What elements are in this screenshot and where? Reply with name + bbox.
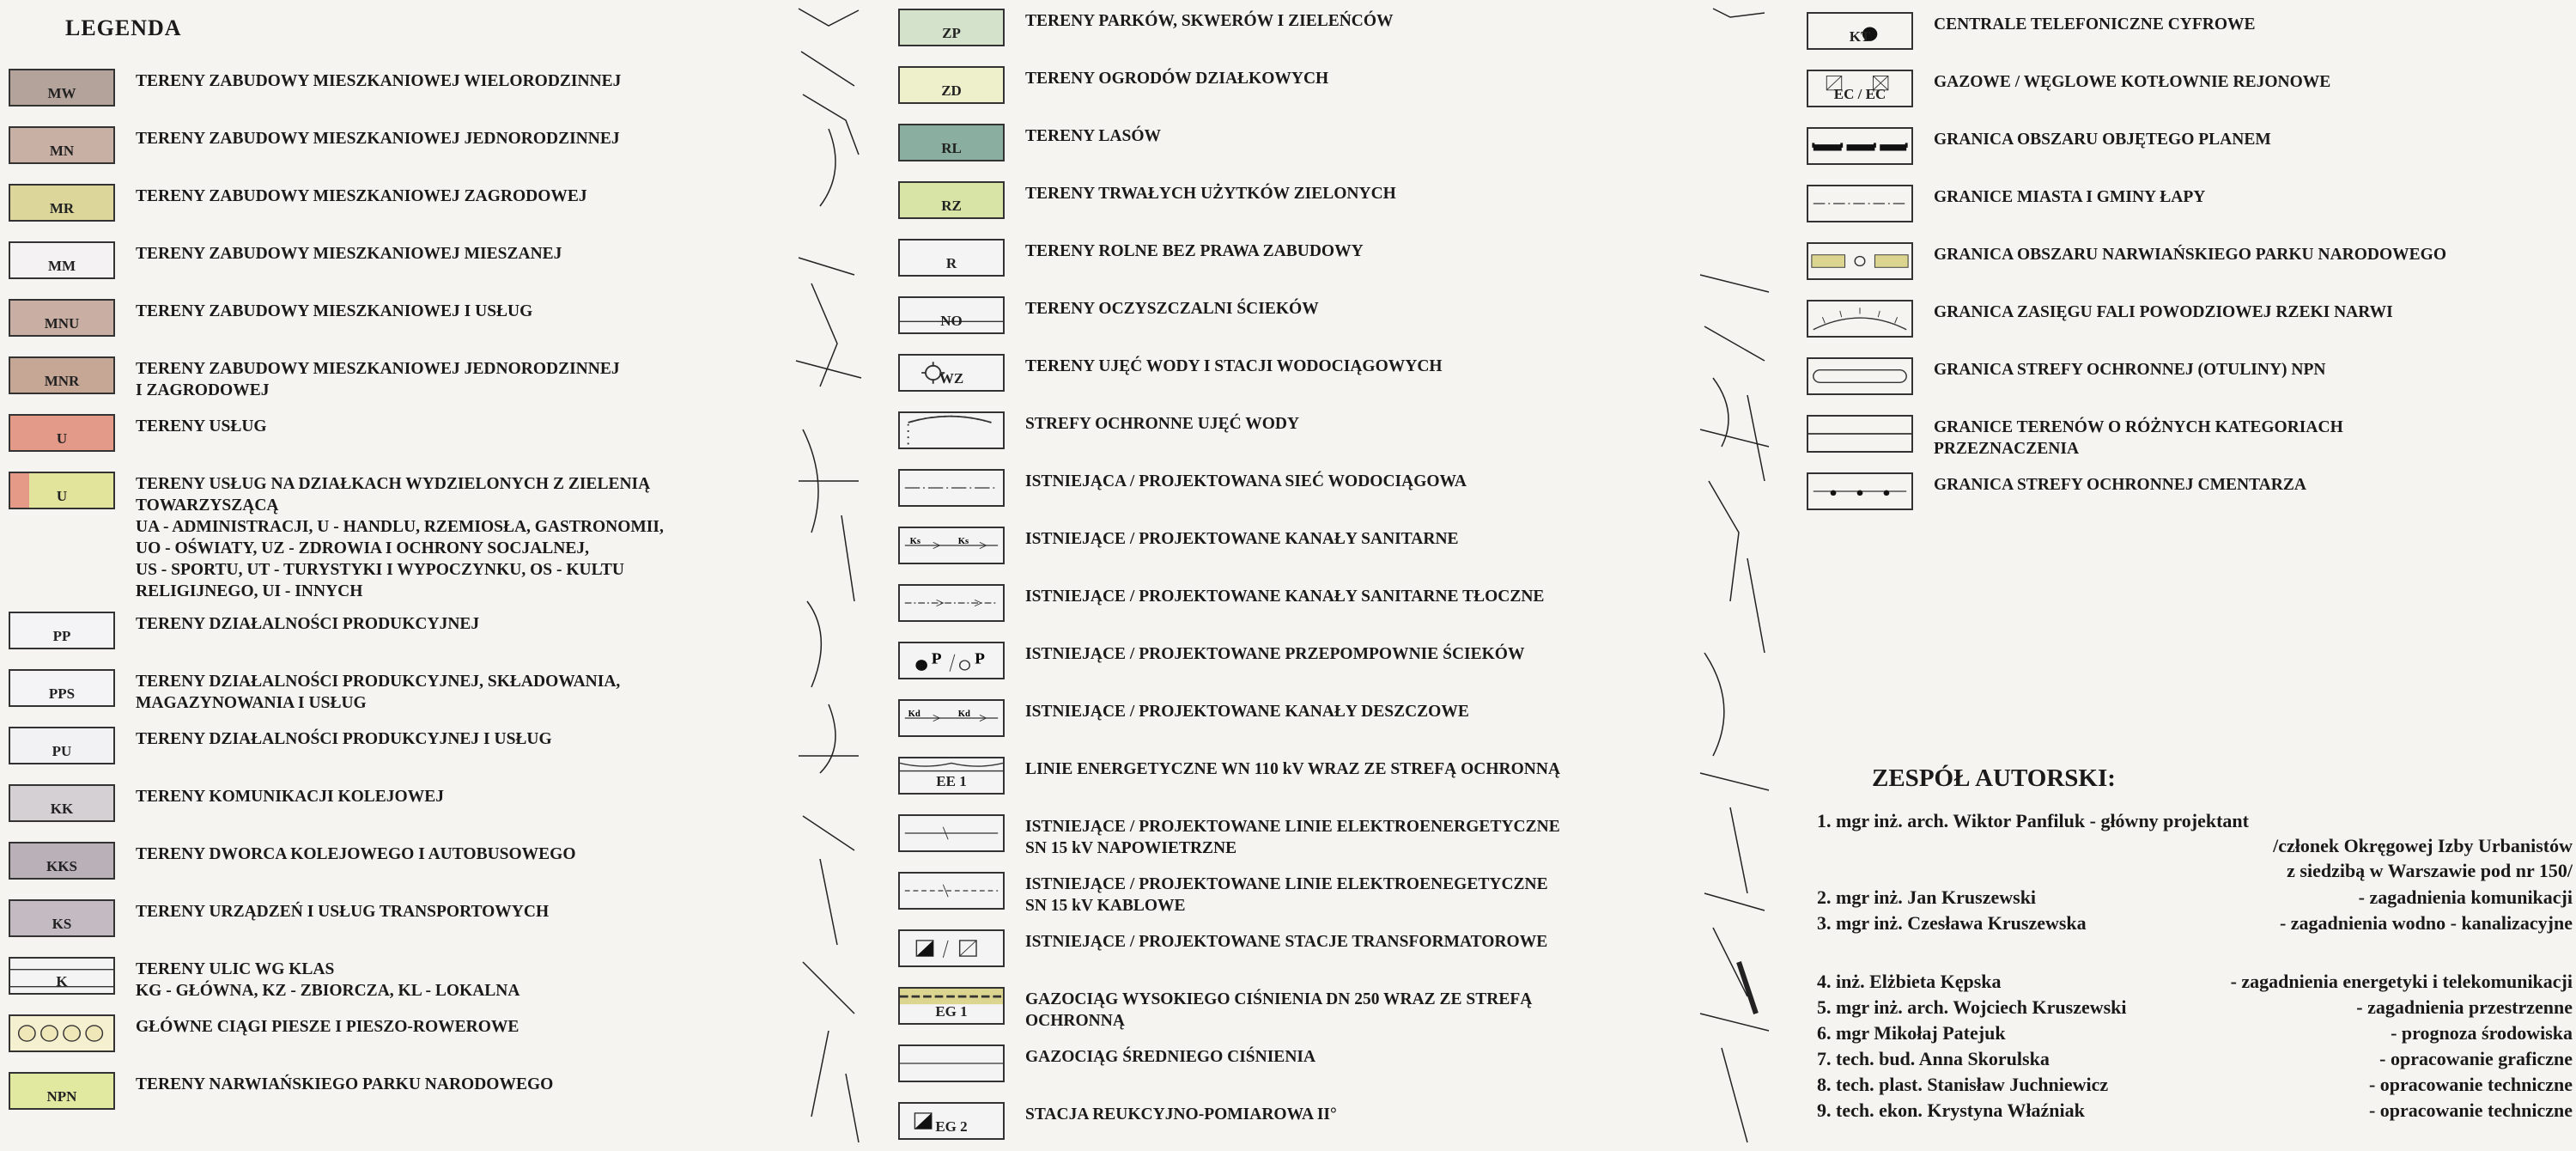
c3-swatch-5 [1807, 300, 1913, 338]
c1-swatch-12 [9, 842, 115, 880]
c2-swatch-14 [898, 814, 1005, 852]
c2-label-6: TERENY UJĘĆ WODY I STACJI WODOCIĄGOWYCH [1025, 357, 1443, 375]
c1-code-4: MNU [44, 315, 80, 332]
c2-swatch-7 [898, 411, 1005, 449]
c2-swatch-0 [898, 9, 1005, 46]
c2-code-19: EG 2 [935, 1118, 968, 1135]
c3-swatch-4 [1807, 242, 1913, 280]
author-row [1817, 1074, 2573, 1098]
c2-swatch-15 [898, 872, 1005, 910]
author-name: 1. mgr inż. arch. Wiktor Panfiluk - główny projektant [1817, 810, 2249, 831]
c1-swatch-4 [9, 299, 115, 337]
author-role: - zagadnienia komunikacji [2358, 886, 2573, 908]
c1-code-12: KKS [46, 858, 77, 874]
c2-label-14: ISTNIEJĄCE / PROJEKTOWANE LINIE ELEKTROENERGETYCZNE SN 15 kV NAPOWIETRZNE [1025, 818, 1560, 857]
c1-code-6: U [56, 430, 68, 447]
author-row [1817, 835, 2573, 859]
c3-label-1: GAZOWE / WĘGLOWE KOTŁOWNIE REJONOWE [1934, 73, 2331, 91]
c1-code-7: U [56, 488, 68, 504]
c2-swatch-18 [898, 1044, 1005, 1082]
author-row [1817, 1022, 2573, 1046]
c2-swatch-3 [898, 181, 1005, 219]
svg-text:Ks: Ks [957, 537, 969, 547]
map-fragment-strip-2 [1696, 0, 1773, 1151]
c2-code-1: ZD [941, 82, 962, 99]
c1-label-2: TERENY ZABUDOWY MIESZKANIOWEJ ZAGRODOWEJ [136, 187, 587, 205]
c1-label-1: TERENY ZABUDOWY MIESZKANIOWEJ JEDNORODZINNEJ [136, 130, 620, 148]
c1-label-14: TERENY ULIC WG KLAS KG - GŁÓWNA, KZ - ZBIORCZA, KL - LOKALNA [136, 960, 520, 1000]
c2-swatch-10 [898, 584, 1005, 622]
c3-code-1: EC / EC [1833, 86, 1886, 102]
c2-code-5: NO [940, 313, 963, 329]
c2-swatch-13 [898, 757, 1005, 795]
c1-code-9: PPS [48, 685, 76, 702]
c2-label-19: STACJA REUKCYJNO-POMIAROWA II° [1025, 1105, 1337, 1124]
c3-label-7: GRANICE TERENÓW O RÓŻNYCH KATEGORIACH PRZEZNACZENIA [1934, 418, 2343, 458]
c2-code-13: EE 1 [936, 773, 967, 789]
c2-code-6: WZ [939, 370, 964, 387]
authors-title: ZESPÓŁ AUTORSKI: [1872, 764, 2116, 792]
c3-label-6: GRANICA STREFY OCHRONNEJ (OTULINY) NPN [1934, 361, 2326, 379]
c2-swatch-19 [898, 1102, 1005, 1140]
author-role: /członek Okręgowej Izby Urbanistów [2273, 835, 2573, 856]
c2-swatch-4 [898, 239, 1005, 277]
map-fragment-strip-1 [794, 0, 863, 1151]
c1-swatch-6 [9, 414, 115, 452]
c2-label-18: GAZOCIĄG ŚREDNIEGO CIŚNIENIA [1025, 1048, 1316, 1066]
author-row [1817, 860, 2573, 884]
c3-swatch-1 [1807, 70, 1913, 107]
c2-label-2: TERENY LASÓW [1025, 127, 1162, 145]
c1-code-14: K [56, 973, 68, 990]
c3-code-0: KT [1849, 28, 1871, 45]
c1-code-16: NPN [46, 1088, 77, 1105]
c1-label-3: TERENY ZABUDOWY MIESZKANIOWEJ MIESZANEJ [136, 245, 562, 263]
c2-swatch-1 [898, 66, 1005, 104]
c1-code-2: MR [49, 200, 75, 216]
author-row [1817, 971, 2573, 995]
author-name: 7. tech. bud. Anna Skorulska [1817, 1048, 2050, 1069]
c1-code-11: KK [50, 801, 74, 817]
c2-swatch-16 [898, 929, 1005, 967]
c1-label-10: TERENY DZIAŁALNOŚCI PRODUKCYJNEJ I USŁUG [136, 730, 552, 748]
c3-label-8: GRANICA STREFY OCHRONNEJ CMENTARZA [1934, 476, 2306, 494]
c1-swatch-7 [9, 472, 115, 509]
c1-label-6: TERENY USŁUG [136, 417, 267, 435]
c1-swatch-0 [9, 69, 115, 107]
c1-code-10: PU [52, 743, 72, 759]
c1-label-7: TERENY USŁUG NA DZIAŁKACH WYDZIELONYCH Z ZIELENIĄ TOWARZYSZĄCĄ UA - ADMINISTRACJI, U - HANDLU, RZEMIOSŁA, GASTRONOMII, UO - OŚWIATY, UZ - ZDROWIA I OCHRONY SOCJALNEJ, US - SPORTU, UT - TURYSTYKI I WYPOCZYNKU, OS - KULTU RELIGIJNEGO, UI - INNYCH [136, 475, 664, 600]
c1-label-4: TERENY ZABUDOWY MIESZKANIOWEJ I USŁUG [136, 302, 533, 320]
c3-label-2: GRANICA OBSZARU OBJĘTEGO PLANEM [1934, 131, 2271, 149]
c2-swatch-12 [898, 699, 1005, 737]
c2-label-8: ISTNIEJĄCA / PROJEKTOWANA SIEĆ WODOCIĄGOWA [1025, 472, 1467, 490]
author-row [1817, 886, 2573, 910]
c1-code-13: KS [52, 916, 72, 932]
c1-label-5: TERENY ZABUDOWY MIESZKANIOWEJ JEDNORODZINNEJ I ZAGRODOWEJ [136, 360, 620, 399]
c2-label-17: GAZOCIĄG WYSOKIEGO CIŚNIENIA DN 250 WRAZ ZE STREFĄ OCHRONNĄ [1025, 990, 1533, 1030]
c1-swatch-5 [9, 356, 115, 394]
c1-label-15: GŁÓWNE CIĄGI PIESZE I PIESZO-ROWEROWE [136, 1018, 519, 1036]
author-name: 2. mgr inż. Jan Kruszewski [1817, 886, 2037, 908]
c1-code-0: MW [47, 85, 76, 101]
c1-swatch-13 [9, 899, 115, 937]
c2-label-5: TERENY OCZYSZCZALNI ŚCIEKÓW [1025, 300, 1319, 318]
c2-label-4: TERENY ROLNE BEZ PRAWA ZABUDOWY [1025, 242, 1364, 260]
c1-code-1: MN [49, 143, 75, 159]
author-row [1817, 810, 2573, 834]
author-role: - zagadnienia wodno - kanalizacyjne [2279, 912, 2573, 934]
author-role: - prognoza środowiska [2391, 1022, 2573, 1044]
c1-label-9: TERENY DZIAŁALNOŚCI PRODUKCYJNEJ, SKŁADOWANIA, MAGAZYNOWANIA I USŁUG [136, 673, 621, 712]
c1-swatch-14 [9, 957, 115, 995]
legend-title: LEGENDA [65, 15, 182, 40]
c3-swatch-7 [1807, 415, 1913, 453]
c2-label-16: ISTNIEJĄCE / PROJEKTOWANE STACJE TRANSFORMATOROWE [1025, 933, 1548, 951]
c2-swatch-6 [898, 354, 1005, 392]
author-name: 5. mgr inż. arch. Wojciech Kruszewski [1817, 996, 2127, 1018]
c1-swatch-8 [9, 612, 115, 649]
c3-swatch-3 [1807, 185, 1913, 222]
author-name: 8. tech. plast. Stanisław Juchniewicz [1817, 1074, 2109, 1095]
svg-text:P: P [931, 650, 942, 668]
c2-label-13: LINIE ENERGETYCZNE WN 110 kV WRAZ ZE STREFĄ OCHRONNĄ [1025, 760, 1561, 778]
c2-label-9: ISTNIEJĄCE / PROJEKTOWANE KANAŁY SANITARNE [1025, 530, 1459, 548]
c2-code-0: ZP [942, 25, 961, 41]
svg-text:P: P [975, 650, 985, 668]
c1-label-11: TERENY KOMUNIKACJI KOLEJOWEJ [136, 788, 444, 806]
author-row [1817, 1099, 2573, 1124]
c3-swatch-6 [1807, 357, 1913, 395]
svg-text:Kd: Kd [957, 709, 970, 720]
c2-code-17: EG 1 [935, 1003, 968, 1020]
author-role: - zagadnienia energetyki i telekomunikacji [2230, 971, 2573, 992]
c2-label-0: TERENY PARKÓW, SKWERÓW I ZIELEŃCÓW [1025, 12, 1394, 30]
c1-swatch-10 [9, 727, 115, 764]
author-name: 3. mgr inż. Czesława Kruszewska [1817, 912, 2087, 934]
c3-label-0: CENTRALE TELEFONICZNE CYFROWE [1934, 15, 2256, 33]
svg-text:Kd: Kd [908, 709, 920, 720]
author-name: 6. mgr Mikołaj Patejuk [1817, 1022, 2006, 1044]
c2-code-3: RZ [941, 198, 962, 214]
c2-label-1: TERENY OGRODÓW DZIAŁKOWYCH [1025, 70, 1329, 88]
c1-label-0: TERENY ZABUDOWY MIESZKANIOWEJ WIELORODZINNEJ [136, 72, 622, 90]
c2-swatch-2 [898, 124, 1005, 161]
c2-label-3: TERENY TRWAŁYCH UŻYTKÓW ZIELONYCH [1025, 185, 1396, 203]
author-role: z siedzibą w Warszawie pod nr 150/ [2287, 860, 2573, 881]
c1-code-8: PP [52, 628, 71, 644]
c2-swatch-17 [898, 987, 1005, 1025]
c1-code-5: MNR [44, 373, 80, 389]
author-role: - zagadnienia przestrzenne [2356, 996, 2573, 1018]
c2-label-7: STREFY OCHRONNE UJĘĆ WODY [1025, 415, 1300, 433]
c1-code-3: MM [47, 258, 76, 274]
c2-code-2: RL [941, 140, 962, 156]
c2-label-11: ISTNIEJĄCE / PROJEKTOWANE PRZEPOMPOWNIE ŚCIEKÓW [1025, 645, 1525, 663]
author-name: 4. inż. Elżbieta Kępska [1817, 971, 2002, 992]
c1-label-12: TERENY DWORCA KOLEJOWEGO I AUTOBUSOWEGO [136, 845, 576, 863]
c3-label-3: GRANICE MIASTA I GMINY ŁAPY [1934, 188, 2206, 206]
c1-label-13: TERENY URZĄDZEŃ I USŁUG TRANSPORTOWYCH [136, 903, 550, 921]
author-row [1817, 1048, 2573, 1072]
c1-swatch-16 [9, 1072, 115, 1110]
c1-swatch-1 [9, 126, 115, 164]
c1-swatch-2 [9, 184, 115, 222]
c2-code-4: R [945, 255, 957, 271]
c2-swatch-5 [898, 296, 1005, 334]
c1-label-8: TERENY DZIAŁALNOŚCI PRODUKCYJNEJ [136, 615, 480, 633]
author-name: 9. tech. ekon. Krystyna Właźniak [1817, 1099, 2085, 1121]
c1-label-16: TERENY NARWIAŃSKIEGO PARKU NARODOWEGO [136, 1075, 554, 1093]
c2-label-10: ISTNIEJĄCE / PROJEKTOWANE KANAŁY SANITARNE TŁOCZNE [1025, 588, 1545, 606]
author-row [1817, 912, 2573, 936]
c1-swatch-11 [9, 784, 115, 822]
c1-swatch-9 [9, 669, 115, 707]
author-role: - opracowanie techniczne [2368, 1099, 2573, 1121]
c3-label-4: GRANICA OBSZARU NARWIAŃSKIEGO PARKU NARODOWEGO [1934, 246, 2447, 264]
svg-text:Ks: Ks [909, 537, 921, 547]
c3-swatch-8 [1807, 472, 1913, 510]
c3-label-5: GRANICA ZASIĘGU FALI POWODZIOWEJ RZEKI NARWI [1934, 303, 2393, 321]
c2-swatch-8 [898, 469, 1005, 507]
c2-label-15: ISTNIEJĄCE / PROJEKTOWANE LINIE ELEKTROENEGETYCZNE SN 15 kV KABLOWE [1025, 875, 1548, 915]
c3-swatch-0 [1807, 12, 1913, 50]
c2-label-12: ISTNIEJĄCE / PROJEKTOWANE KANAŁY DESZCZOWE [1025, 703, 1469, 721]
author-row [1817, 996, 2573, 1020]
c3-swatch-2 [1807, 127, 1913, 165]
c1-swatch-3 [9, 241, 115, 279]
c2-swatch-11 [898, 642, 1005, 679]
author-role: - opracowanie techniczne [2368, 1074, 2573, 1095]
c1-swatch-15 [9, 1014, 115, 1052]
c2-swatch-9 [898, 527, 1005, 564]
author-role: - opracowanie graficzne [2379, 1048, 2573, 1069]
